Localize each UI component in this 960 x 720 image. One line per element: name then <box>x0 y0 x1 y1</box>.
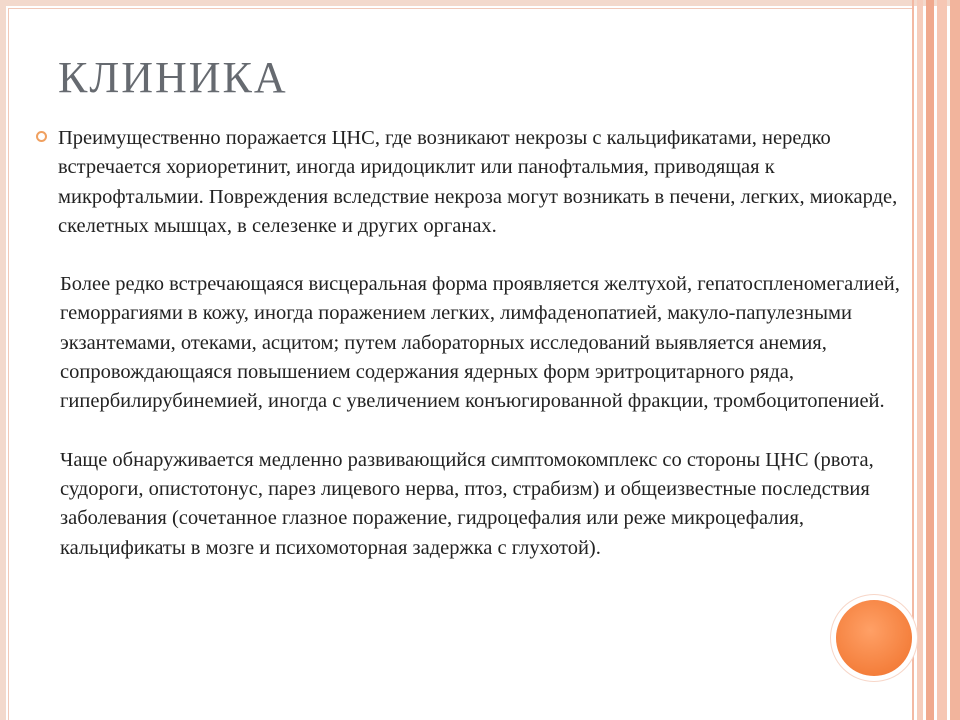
paragraph-visceral: Более редко встречающаяся висцеральная форма проявляется желтухой, гепатоспленомегалией, геморрагиями в кожу, иногда поражением легких, лимфаденопатией, макуло-папулезными экзантемами, отеками, асцитом; путем лабораторных исследований выявляется анемия, сопровождающаяся повышением содержания ядерных форм эритроцитарного ряда, гипербилирубинемией, иногда с увеличением конъюгированной фракции, тромбоцитопенией. <box>60 273 900 413</box>
right-stripe-2 <box>917 0 923 720</box>
right-stripe-3 <box>926 0 934 720</box>
frame-left-border <box>0 0 6 720</box>
right-stripe-4 <box>937 0 947 720</box>
right-stripe-1 <box>912 0 914 720</box>
decorative-orange-circle <box>836 600 912 676</box>
frame-top-border <box>0 0 960 6</box>
paragraph-cns: Преимущественно поражается ЦНС, где возникают некрозы с кальцификатами, нередко встречается хориоретинит, иногда иридоциклит или панофтальмия, приводящая к микрофтальмии. Повреждения вследствие некроза могут возникать в печени, легких, миокарде, скелетных мышцах, в селезенке и других органах. <box>58 127 898 237</box>
right-stripe-5 <box>950 0 960 720</box>
slide-title: КЛИНИКА <box>58 53 288 102</box>
paragraph-symptoms: Чаще обнаруживается медленно развивающийся симптомокомплекс со стороны ЦНС (рвота, судороги, опистотонус, парез лицевого нерва, птоз, страбизм) и общеизвестные последствия заболевания (сочетанное глазное поражение, гидроцефалия или реже микроцефалия, кальцификаты в мозге и психомоторная задержка с глухотой). <box>60 448 874 559</box>
bullet-circle-icon <box>36 131 47 142</box>
slide-body <box>58 124 908 563</box>
